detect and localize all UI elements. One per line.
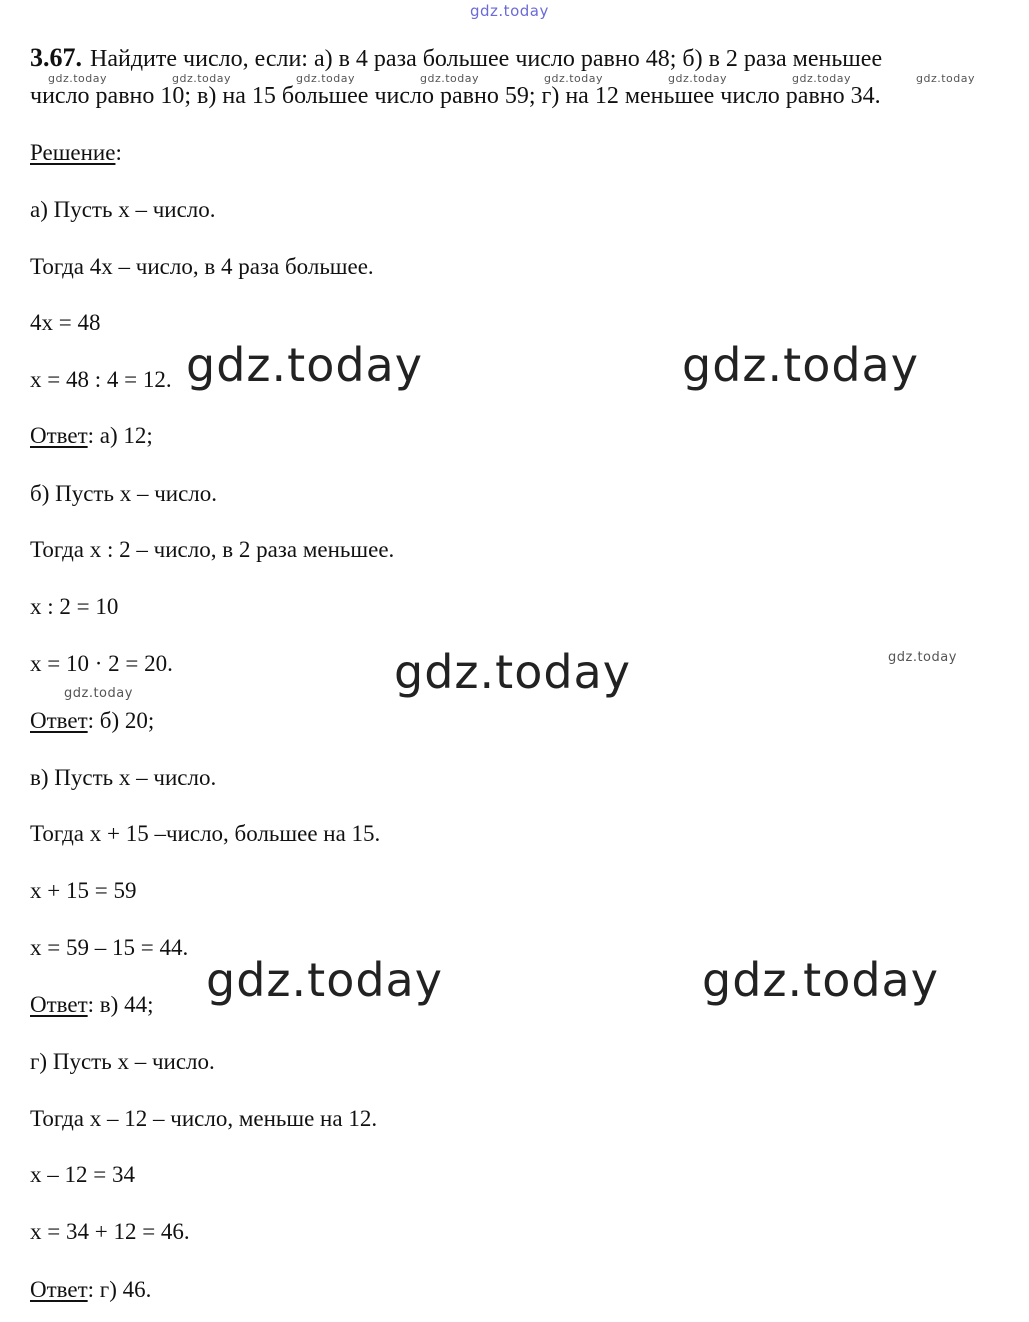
problem-number: 3.67.	[30, 43, 82, 72]
problem-line-2: число равно 10; в) на 15 большее число равно 59; г) на 12 меньшее число равно 34.	[30, 83, 881, 109]
part-d-equation: х – 12 = 34	[30, 1162, 135, 1187]
part-c-then: Тогда х + 15 –число, большее на 15.	[30, 821, 381, 846]
watermark-large: gdz.today	[206, 953, 443, 1007]
answer-value: : в) 44;	[87, 992, 154, 1017]
part-b-let: б) Пусть х – число.	[30, 481, 218, 506]
watermark-small: gdz.today	[172, 72, 232, 85]
answer-value: : б) 20;	[87, 708, 155, 733]
answer-label: Ответ	[30, 423, 88, 448]
solution-heading: Решение:	[30, 140, 122, 165]
part-a-calculation: х = 48 : 4 = 12.	[30, 367, 172, 392]
watermark-small: gdz.today	[888, 650, 957, 665]
watermark-small: gdz.today	[420, 72, 480, 85]
answer-label: Ответ	[30, 992, 88, 1017]
part-a-answer	[30, 422, 153, 450]
part-c-answer	[30, 991, 153, 1019]
watermark-small: gdz.today	[916, 72, 976, 85]
watermark-large: gdz.today	[702, 953, 939, 1007]
answer-value: : а) 12;	[87, 423, 153, 448]
part-d-answer	[30, 1276, 151, 1304]
watermark-large: gdz.today	[186, 338, 423, 392]
watermark-top: gdz.today	[470, 2, 549, 20]
part-d-calculation: х = 34 + 12 = 46.	[30, 1219, 190, 1244]
part-b-calculation: х = 10 · 2 = 20.	[30, 651, 173, 676]
part-a-let: а) Пусть х – число.	[30, 197, 216, 222]
answer-label: Ответ	[30, 708, 88, 733]
watermark-small: gdz.today	[792, 72, 852, 85]
watermark-small: gdz.today	[668, 72, 728, 85]
part-b-then: Тогда х : 2 – число, в 2 раза меньшее.	[30, 537, 395, 562]
answer-label: Ответ	[30, 1277, 88, 1302]
answer-value: : г) 46.	[87, 1277, 152, 1302]
solution-label: Решение	[30, 140, 116, 165]
watermark-small: gdz.today	[48, 72, 108, 85]
problem-line-1	[30, 44, 882, 73]
watermark-small: gdz.today	[296, 72, 356, 85]
part-c-calculation: х = 59 – 15 = 44.	[30, 935, 189, 960]
watermark-large: gdz.today	[682, 338, 919, 392]
part-c-let: в) Пусть х – число.	[30, 765, 217, 790]
part-c-equation: х + 15 = 59	[30, 878, 137, 903]
problem-text-1: Найдите число, если: а) в 4 раза большее число равно 48; б) в 2 раза меньшее	[90, 46, 883, 72]
part-d-then: Тогда х – 12 – число, меньше на 12.	[30, 1106, 378, 1131]
part-a-then: Тогда 4х – число, в 4 раза большее.	[30, 254, 374, 279]
part-d-let: г) Пусть х – число.	[30, 1049, 215, 1074]
watermark-small: gdz.today	[64, 686, 133, 701]
part-b-equation: х : 2 = 10	[30, 594, 119, 619]
part-a-equation: 4х = 48	[30, 310, 101, 335]
watermark-large: gdz.today	[394, 645, 631, 699]
part-b-answer	[30, 707, 154, 735]
watermark-small: gdz.today	[544, 72, 604, 85]
